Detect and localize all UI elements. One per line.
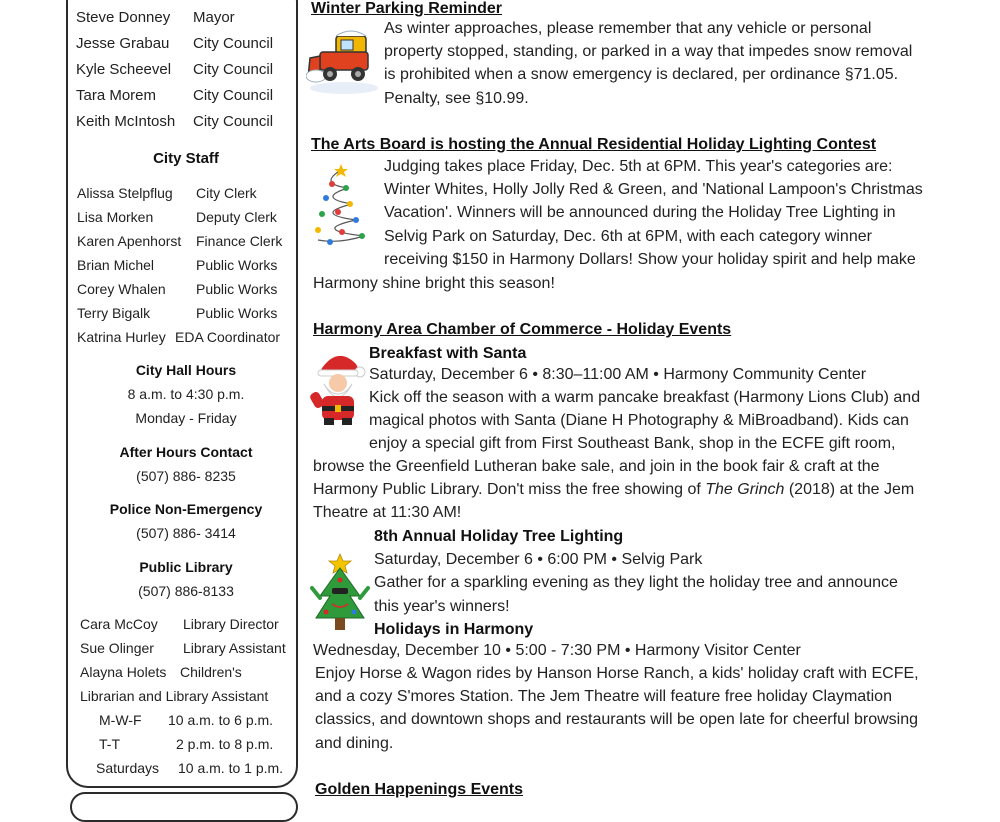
arts-board-text: Selvig Park on Saturday, Dec. 6th at 6PM, with each category winner (384, 228, 872, 245)
tree-lighting-when: Saturday, December 6 • 6:00 PM • Selvig Park (374, 551, 703, 568)
official-name: Tara Morem (76, 87, 157, 104)
arts-board-text: Winter Whites, Holly Jolly Red & Green, and 'National Lampoon's Christmas (384, 181, 923, 198)
library-staff-name: Alayna Holets (80, 664, 167, 680)
breakfast-title: Breakfast with Santa (369, 345, 527, 362)
official-role: City Council (193, 113, 274, 130)
golden-happenings-title: Golden Happenings Events (315, 781, 524, 798)
movie-title: The Grinch (705, 481, 785, 498)
staff-role: City Clerk (196, 185, 257, 201)
arts-board-text: receiving $150 in Harmony Dollars! Show your holiday spirit and help make (384, 251, 916, 268)
police-heading: Police Non-Emergency (109, 501, 263, 517)
city-hall-hours: 8 a.m. to 4:30 p.m. (127, 386, 245, 402)
staff-name: Katrina Hurley (77, 329, 166, 345)
breakfast-text-part: Harmony Public Library. Don't miss the free showing of (313, 481, 706, 498)
snowplow-truck-icon (306, 26, 380, 96)
arts-board-text: Harmony shine bright this season! (313, 275, 555, 292)
library-phone: (507) 886-8133 (138, 583, 234, 599)
staff-role: EDA Coordinator (175, 329, 281, 345)
staff-role: Public Works (196, 281, 278, 297)
winter-parking-title: Winter Parking Reminder (311, 0, 503, 17)
christmas-tree-icon (310, 552, 370, 634)
string-lights-tree-icon (308, 164, 374, 250)
holidays-when: Wednesday, December 10 • 5:00 - 7:30 PM • Harmony Visitor Center (313, 642, 801, 659)
holidays-text: classics, and downtown shops and restaurants will be open late for cheerful browsing (315, 711, 918, 728)
official-name: Keith McIntosh (76, 113, 176, 130)
library-hours-time: 10 a.m. to 6 p.m. (168, 712, 274, 728)
holidays-text: and a cozy S'mores Station. The Jem Theatre will feature free holiday Claymation (315, 688, 892, 705)
staff-name: Lisa Morken (77, 209, 154, 225)
library-staff-role: Librarian and Library Assistant (80, 688, 269, 704)
staff-role: Finance Clerk (196, 233, 283, 249)
santa-icon (308, 350, 368, 426)
official-role: City Council (193, 35, 274, 52)
holidays-title: Holidays in Harmony (374, 621, 534, 638)
breakfast-text-part: (2018) at the Jem (784, 481, 915, 498)
breakfast-text: Theatre at 11:30 AM! (313, 504, 462, 521)
tree-lighting-text: Gather for a sparkling evening as they light the holiday tree and announce (374, 574, 898, 591)
breakfast-text (313, 481, 914, 499)
library-hours-time: 10 a.m. to 1 p.m. (178, 760, 284, 776)
chamber-title: Harmony Area Chamber of Commerce - Holiday Events (313, 321, 732, 338)
staff-name: Alissa Stelpflug (77, 185, 173, 201)
library-staff-name: Sue Olinger (80, 640, 154, 656)
official-name: Jesse Grabau (76, 35, 170, 52)
winter-parking-text: property stopped, standing, or parked in a way that impedes snow removal (384, 43, 913, 60)
breakfast-text: Kick off the season with a warm pancake breakfast (Harmony Lions Club) and (369, 389, 921, 406)
library-staff-name: Cara McCoy (80, 616, 158, 632)
official-role: City Council (193, 87, 274, 104)
winter-parking-text: is prohibited when a snow emergency is declared, per ordinance §71.05. (384, 66, 899, 83)
holidays-text: Enjoy Horse & Wagon rides by Hanson Horse Ranch, a kids' holiday craft with ECFE, (315, 665, 919, 682)
breakfast-text: browse the Greenfield Lutheran bake sale, and join in the book fair & craft at the (313, 458, 880, 475)
library-staff-role: Library Director (183, 616, 279, 632)
breakfast-text: magical photos with Santa (Diane H Photography & MiBroadband). Kids can (369, 412, 909, 429)
library-staff-role: Children's (180, 664, 242, 680)
official-name: Kyle Scheevel (76, 61, 172, 78)
staff-role: Public Works (196, 305, 278, 321)
city-staff-heading: City Staff (153, 150, 219, 167)
staff-name: Corey Whalen (77, 281, 166, 297)
official-role: City Council (193, 61, 274, 78)
breakfast-text: enjoy a special gift from First Southeast Bank, shop in the ECFE gift room, (369, 435, 896, 452)
staff-name: Brian Michel (77, 257, 155, 273)
sidebar-bottom-panel (70, 792, 298, 822)
winter-parking-text: Penalty, see §10.99. (384, 90, 529, 107)
breakfast-when: Saturday, December 6 • 8:30–11:00 AM • Harmony Community Center (369, 366, 867, 383)
library-hours-days: Saturdays (96, 760, 160, 776)
tree-lighting-text: this year's winners! (374, 598, 510, 615)
arts-board-text: Judging takes place Friday, Dec. 5th at 6PM. This year's categories are: (384, 158, 893, 175)
staff-role: Public Works (196, 257, 278, 273)
after-hours-phone: (507) 886- 8235 (136, 468, 236, 484)
library-hours-days: T-T (99, 736, 120, 752)
arts-board-text: Vacation'. Winners will be announced during the Holiday Tree Lighting in (384, 204, 896, 221)
staff-name: Terry Bigalk (77, 305, 151, 321)
winter-parking-text: As winter approaches, please remember that any vehicle or personal (384, 20, 872, 37)
after-hours-heading: After Hours Contact (119, 444, 253, 460)
police-phone: (507) 886- 3414 (136, 525, 236, 541)
official-role: Mayor (193, 9, 235, 26)
official-name: Steve Donney (76, 9, 171, 26)
library-heading: Public Library (139, 559, 233, 575)
library-hours-days: M-W-F (99, 712, 142, 728)
tree-lighting-title: 8th Annual Holiday Tree Lighting (374, 528, 624, 545)
holidays-text: and dining. (315, 735, 394, 752)
library-hours-time: 2 p.m. to 8 p.m. (176, 736, 274, 752)
city-hall-days: Monday - Friday (135, 410, 237, 426)
arts-board-title: The Arts Board is hosting the Annual Residential Holiday Lighting Contest (311, 136, 877, 153)
library-staff-role: Library Assistant (183, 640, 286, 656)
staff-name: Karen Apenhorst (77, 233, 182, 249)
staff-role: Deputy Clerk (196, 209, 277, 225)
city-hall-heading: City Hall Hours (135, 362, 237, 378)
